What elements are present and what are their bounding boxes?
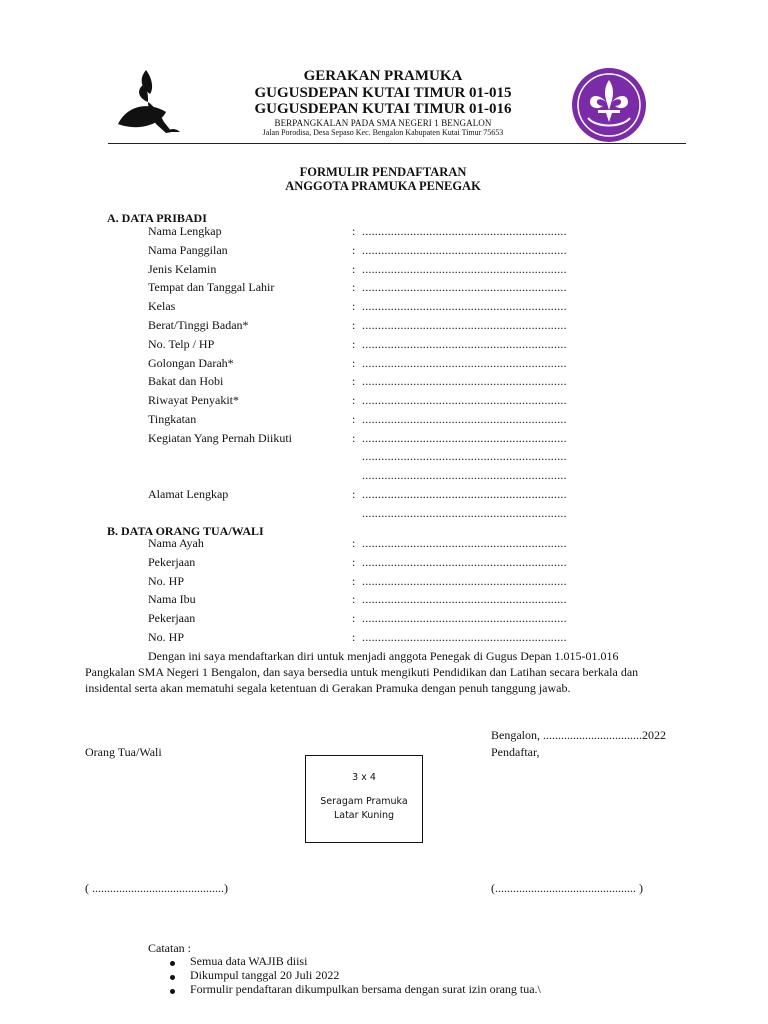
photo-uniform: Seragam Pramuka	[320, 796, 408, 807]
registrant-signature-line[interactable]: (............................................... )	[491, 881, 643, 895]
registrant-label: Pendaftar,	[491, 745, 540, 759]
field-colon: :	[352, 318, 356, 332]
place-date: Bengalon, .................................2022	[491, 728, 666, 742]
header-base: BERPANGKALAN PADA SMA NEGERI 1 BENGALON	[274, 118, 492, 128]
field-label: Kegiatan Yang Pernah Diikuti	[148, 430, 292, 445]
note-item: Dikumpul tanggal 20 Juli 2022	[190, 968, 340, 982]
parent-label: Orang Tua/Wali	[85, 745, 162, 759]
parent-signature-line[interactable]: ( ............................................)	[85, 881, 228, 895]
note-item: Formulir pendaftaran dikumpulkan bersama dengan surat izin orang tua.\	[190, 982, 541, 996]
field-input[interactable]: ................................................................	[362, 554, 567, 569]
field-colon: :	[352, 430, 356, 445]
photo-size: 3 x 4	[352, 772, 376, 783]
field-colon: :	[352, 393, 356, 408]
field-input[interactable]: ................................................................	[362, 355, 567, 370]
bullet-icon	[170, 975, 175, 980]
field-colon: :	[352, 536, 356, 550]
field-colon: :	[352, 299, 356, 314]
field-label: No. HP	[148, 630, 185, 644]
kegiatan-extra-line[interactable]: ................................................................	[362, 468, 567, 482]
field-colon: :	[352, 336, 356, 351]
field-label: Nama Lengkap	[148, 224, 222, 238]
field-label: Tempat dan Tanggal Lahir	[148, 280, 275, 295]
field-colon: :	[352, 374, 356, 389]
field-label: Nama Panggilan	[148, 242, 228, 257]
field-input[interactable]: ................................................................	[362, 224, 567, 238]
field-label: Tingkatan	[148, 412, 197, 426]
field-input[interactable]: ................................................................	[362, 573, 567, 588]
field-colon: :	[352, 224, 356, 238]
header-gugusdepan-2: GUGUSDEPAN KUTAI TIMUR 01-016	[254, 101, 512, 117]
photo-background: Latar Kuning	[333, 810, 395, 821]
field-colon: :	[352, 592, 356, 607]
field-input[interactable]: ................................................................	[362, 336, 567, 351]
header-gugusdepan-1: GUGUSDEPAN KUTAI TIMUR 01-015	[254, 85, 512, 101]
form-subtitle: ANGGOTA PRAMUKA PENEGAK	[285, 179, 481, 193]
field-label: Nama Ayah	[148, 536, 204, 550]
field-input[interactable]: ................................................................	[362, 630, 567, 644]
field-colon: :	[352, 261, 356, 276]
field-label: No. Telp / HP	[148, 336, 215, 351]
field-input[interactable]: ................................................................	[362, 318, 567, 332]
photo-placeholder	[305, 755, 423, 843]
field-label: Nama Ibu	[148, 592, 196, 607]
declaration-line-1: Dengan ini saya mendaftarkan diri untuk menjadi anggota Penegak di Gugus Depan 1.015-01.016	[148, 649, 619, 663]
field-colon: :	[352, 412, 356, 426]
field-input[interactable]: ................................................................	[362, 393, 567, 408]
form-title: FORMULIR PENDAFTARAN	[299, 165, 467, 179]
field-label: Riwayat Penyakit*	[148, 393, 239, 408]
field-input-alamat[interactable]: ................................................................	[362, 487, 567, 501]
field-label: Kelas	[148, 299, 176, 314]
bullet-icon	[170, 961, 175, 966]
section-b-heading: B. DATA ORANG TUA/WALI	[107, 524, 264, 538]
field-label: Jenis Kelamin	[148, 261, 217, 276]
field-colon: :	[352, 487, 356, 501]
tunas-kelapa-logo	[108, 66, 188, 138]
field-input[interactable]: ................................................................	[362, 536, 567, 550]
header-divider	[108, 143, 686, 144]
field-input[interactable]: ................................................................	[362, 611, 567, 626]
field-label-alamat: Alamat Lengkap	[148, 487, 229, 501]
declaration-line-3: insidental serta akan mematuhi segala ketentuan di Gerakan Pramuka dengan penuh tanggung jawab.	[85, 681, 571, 695]
field-input[interactable]: ................................................................	[362, 280, 567, 295]
section-a-heading: A. DATA PRIBADI	[107, 211, 207, 225]
field-colon: :	[352, 630, 356, 644]
field-input[interactable]: ................................................................	[362, 242, 567, 257]
field-input[interactable]: ................................................................	[362, 374, 567, 389]
bullet-icon	[170, 989, 175, 994]
notes-heading: Catatan :	[148, 941, 191, 955]
field-colon: :	[352, 355, 356, 370]
header-org-name: GERAKAN PRAMUKA	[303, 68, 463, 84]
field-colon: :	[352, 611, 356, 626]
field-label: No. HP	[148, 573, 185, 588]
declaration-line-2: Pangkalan SMA Negeri 1 Bengalon, dan saya bersedia untuk mengikuti Pendidikan dan Latihan secara berkala dan	[85, 665, 639, 679]
header-address: Jalan Porodisa, Desa Sepaso Kec. Bengalon Kabupaten Kutai Timur 75653	[262, 128, 504, 137]
field-label: Berat/Tinggi Badan*	[148, 318, 249, 332]
wosm-emblem-logo	[570, 66, 648, 144]
field-label: Pekerjaan	[148, 554, 196, 569]
field-label: Pekerjaan	[148, 611, 196, 626]
alamat-extra-line[interactable]: ................................................................	[362, 506, 567, 520]
note-item: Semua data WAJIB diisi	[190, 954, 308, 968]
field-colon: :	[352, 554, 356, 569]
field-input[interactable]: ................................................................	[362, 261, 567, 276]
field-colon: :	[352, 242, 356, 257]
kegiatan-extra-line[interactable]: ................................................................	[362, 449, 567, 463]
field-input[interactable]: ................................................................	[362, 592, 567, 607]
field-input[interactable]: ................................................................	[362, 299, 567, 314]
field-colon: :	[352, 573, 356, 588]
field-colon: :	[352, 280, 356, 295]
field-input[interactable]: ................................................................	[362, 430, 567, 445]
field-label: Golongan Darah*	[148, 355, 234, 370]
field-input[interactable]: ................................................................	[362, 412, 567, 426]
field-label: Bakat dan Hobi	[148, 374, 224, 389]
